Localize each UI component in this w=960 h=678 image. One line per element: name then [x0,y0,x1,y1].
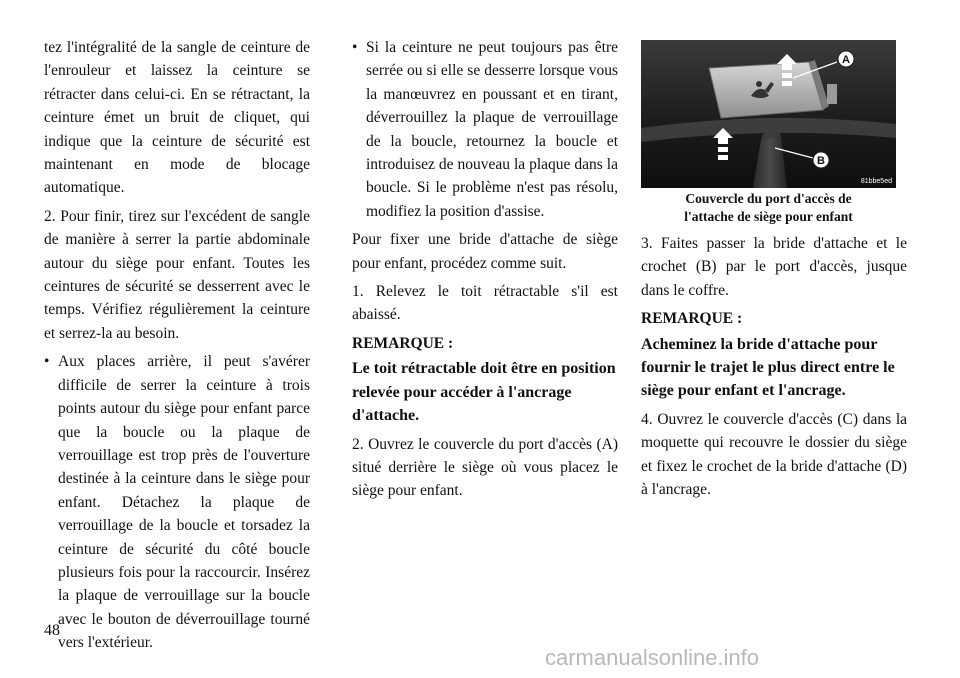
bullet-text: Si la ceinture ne peut toujours pas être serrée ou si elle se desserre lorsque vous la manœuvrez en poussant et en tirant, déverrouillez la plaque de verrouillage de la boucle, retournez la boucle et introduisez de nouveau la plaque dans la boucle. Si le problème n'est pas résolu, modifiez la position d'assise. [366,39,618,220]
paragraph-step-3: 3. Faites passer la bride d'attache et le crochet (B) par le port d'accès, jusque dans le coffre. [641,235,907,299]
note-text: Le toit rétractable doit être en position relevée pour accéder à l'ancrage d'attache. [352,360,616,425]
bullet-item [44,350,310,654]
column-left [44,36,310,660]
column-right [641,232,907,506]
paragraph-continuation: tez l'intégralité de la sangle de ceinture de l'enrouleur et laissez la ceinture se rétracter dans celui-ci. En se rétractant, la ceinture émet un bruit de cliquet, qui indique que la ceinture de sécurité est maintenant en mode de blocage automatique. [44,39,310,197]
paragraph-step-2: 2. Pour finir, tirez sur l'excédent de sangle de manière à serrer la partie abdominale autour du siège pour enfant. Toutes les ceintures de sécurité se desserrent avec le temps. Vérifiez régulièrement la ceinture et serrez-la au besoin. [44,207,310,342]
bullet-text: Aux places arrière, il peut s'avérer difficile de serrer la ceinture à trois points autour du siège pour enfant parce que la boucle ou la plaque de verrouillage est trop près de l'ouverture destinée à la ceinture dans le siège pour enfant. Détachez la plaque de verrouillage de la boucle et torsadez la ceinture de sécurité du côté boucle plusieurs fois pour la raccourcir. Insérez la plaque de verrouillage sur la boucle avec le bouton de déverrouillage tourné vers l'extérieur. [58,353,310,652]
note-text: Acheminez la bride d'attache pour fournir le trajet le plus direct entre le siège pour enfant et l'ancrage. [641,335,895,400]
tether-port-photo [641,40,896,188]
label-b: B [817,155,825,167]
note-label: REMARQUE : [352,334,454,352]
bullet-item [352,36,618,223]
column-middle [352,36,618,508]
paragraph-intro: Pour fixer une bride d'attache de siège pour enfant, procédez comme suit. [352,231,618,272]
note-label: REMARQUE : [641,310,743,328]
figure-caption [641,190,896,226]
watermark: carmanualsonline.info [545,645,760,670]
paragraph-step-2b: 2. Ouvrez le couvercle du port d'accès (A) situé derrière le siège où vous placez le siège pour enfant. [352,435,618,500]
label-a: A [842,54,850,66]
bullet-icon: • [352,39,358,56]
bullet-icon: • [44,353,50,371]
paragraph-step-4: 4. Ouvrez le couvercle d'accès (C) dans la moquette qui recouvre le dossier du siège et fixez le crochet de la bride d'attache (D) à l'ancrage. [641,410,907,499]
page-number: 48 [44,622,60,639]
figure-photo [641,40,896,188]
figure-code: 81bbe5ed [860,178,892,185]
caption-line-1: Couvercle du port d'accès de [685,191,852,206]
caption-line-2: l'attache de siège pour enfant [684,209,853,224]
paragraph-step-1: 1. Relevez le toit rétractable s'il est abaissé. [352,283,618,324]
